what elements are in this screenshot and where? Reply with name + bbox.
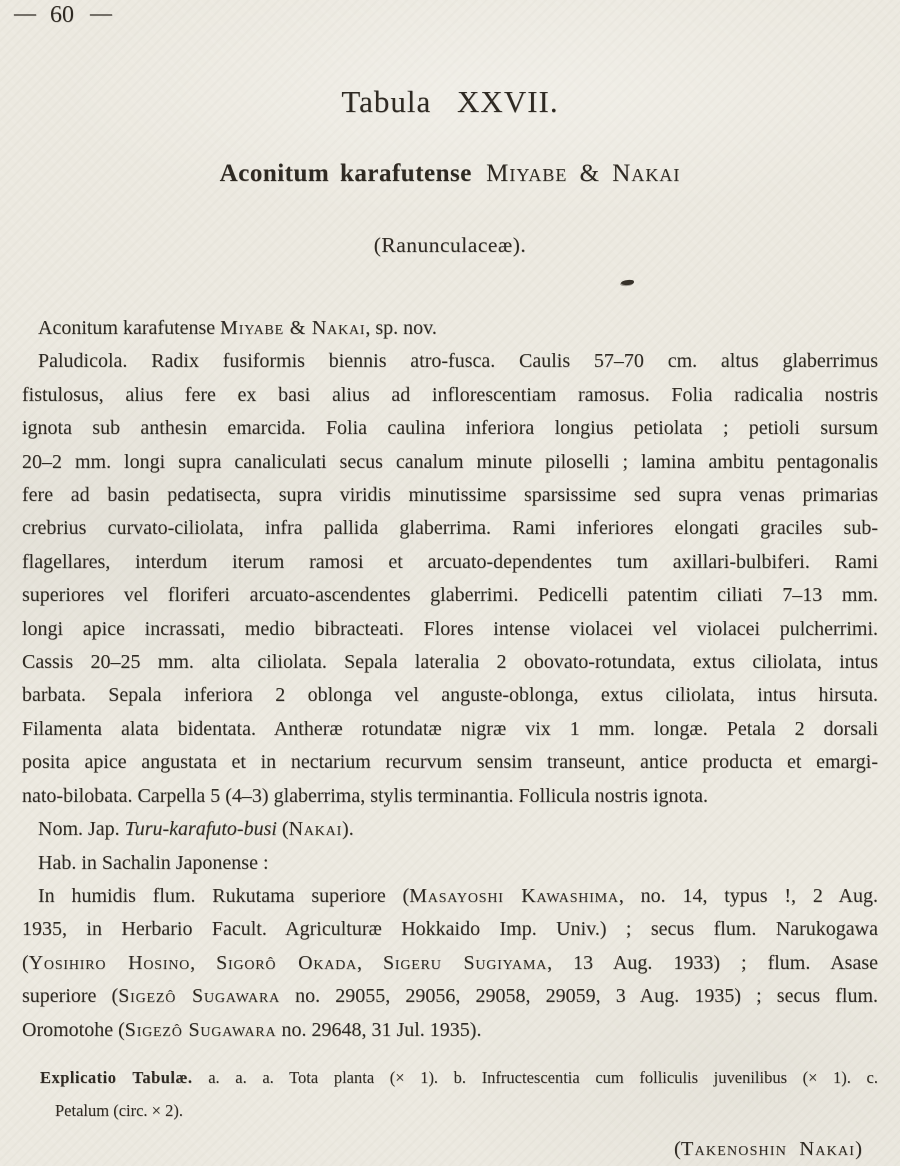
family-name: (Ranunculaceæ). [373,233,527,257]
text-line: Nom. Jap. Turu-karafuto-busi (Nakai). [38,818,354,841]
text-line: Cassis 20–25 mm. alta ciliolata. Sepala lateralia 2 obovato-rotundata, extus ciliolata, intus [22,651,878,674]
text-line: Oromotohe (Sigezô Sugawara no. 29648, 31 Jul. 1935). [22,1018,482,1041]
text-line: fistulosus, alius fere ex basi alius ad inflorescentiam ramosus. Folia radicalia nostris [22,383,878,406]
species-authors: Miyabe & Nakai [486,160,681,187]
text-line: crebrius curvato-ciliolata, infra pallida glaberrima. Rami inferiores elongati graciles sub- [22,517,878,540]
text-line: barbata. Sepala inferiora 2 oblonga vel anguste-oblonga, extus ciliolata, intus hirsuta. [22,684,878,707]
text-line: Filamenta alata bidentata. Antheræ rotundatæ nigræ vix 1 mm. longæ. Petala 2 dorsali [22,717,878,740]
text-line: (Yosihiro Hosino, Sigorô Okada, Sigeru Sugiyama, 13 Aug. 1933) ; flum. Asase [22,951,878,974]
text-line: ignota sub anthesin emarcida. Folia caulina inferiora longius petiolata ; petioli sursum [22,417,878,440]
text-line: nato-bilobata. Carpella 5 (4–3) glaberrima, stylis terminantia. Follicula nostris ignota. [22,784,708,807]
text-line: In humidis flum. Rukutama superiore (Masayoshi Kawashima, no. 14, typus !, 2 Aug. [38,884,878,907]
header-dash-left: — [14,0,34,25]
text-line: Hab. in Sachalin Japonense : [38,851,269,874]
text-line: 1935, in Herbario Facult. Agriculturæ Hokkaido Imp. Univ.) ; secus flum. Narukogawa [22,918,878,941]
page-number: 60 [50,2,74,28]
species-heading [0,160,900,188]
text-line: superiore (Sigezô Sugawara no. 29055, 29056, 29058, 29059, 3 Aug. 1935) ; secus flum. [22,985,878,1008]
text-line: Petalum (circ. × 2). [55,1101,183,1121]
text-line: fere ad basin pedatisecta, supra viridis minutissime sparsissime sed supra venas primarias [22,484,878,507]
species-name: Aconitum karafutense [219,160,472,187]
header-dash-right: — [90,0,110,25]
signature-name: Takenoshin Nakai [680,1137,856,1160]
explicatio-tabulae [40,1063,878,1130]
text-line: Explicatio Tabulæ. a. a. a. Tota planta (× 1). b. Infructescentia cum folliculis juvenilibus (× 1). c. [40,1067,878,1087]
author-signature [0,1136,862,1163]
signature-open-paren: ( [674,1137,681,1160]
text-line: Paludicola. Radix fusiformis biennis atro-fusca. Caulis 57–70 cm. altus glaberrimus [38,350,878,373]
text-line: 20–2 mm. longi supra canaliculati secus canalum minute piloselli ; lamina ambitu pentagonalis [22,450,878,473]
text-line: Aconitum karafutense Miyabe & Nakai, sp. nov. [38,317,437,339]
plate-title: Tabula XXVII. [341,84,559,119]
ink-speck [621,280,634,286]
text-line: longi apice incrassati, medio bibracteati. Flores intense violacei vel violacei pulcherrimi. [22,617,878,640]
page-number-header [14,2,110,29]
text-line: flagellares, interdum iterum ramosi et arcuato-dependentes tum axillari-bulbiferi. Rami [22,550,878,573]
signature-close-paren: ) [855,1137,862,1160]
text-line: superiores vel floriferi arcuato-ascendentes glaberrimi. Pedicelli patentim ciliati 7–13 mm. [22,584,878,607]
text-line: posita apice angustata et in nectarium recurvum sensim transeunt, antice producta et emargi- [22,751,878,774]
species-description [22,312,878,1047]
